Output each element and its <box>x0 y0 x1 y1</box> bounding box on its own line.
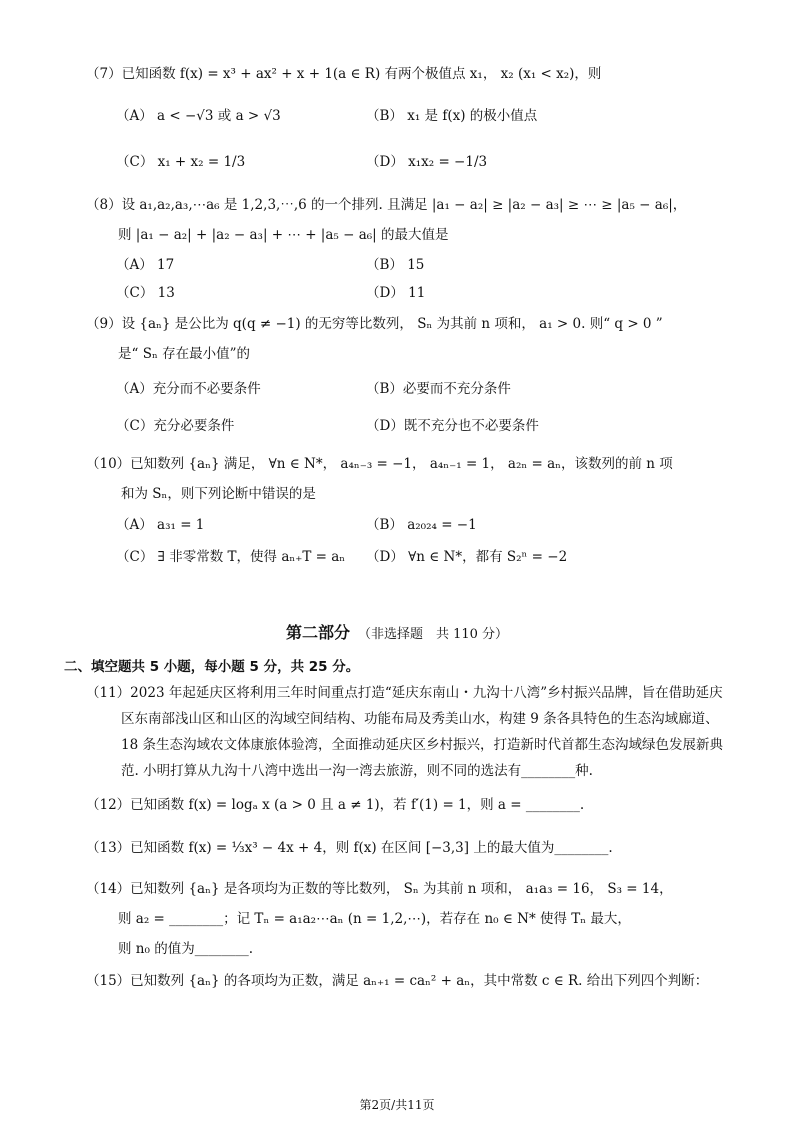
q9-stem: （9）设 {aₙ} 是公比为 q(q ≠ −1) 的无穷等比数列， Sₙ 为其前 n 项和， a₁ > 0. 则“ q > 0 ” <box>86 316 663 332</box>
q12-text: （12）已知函数 f(x) = logₐ x (a > 0 且 a ≠ 1)，若 f′(1) = 1，则 a = ________. <box>86 797 585 813</box>
q8-stem: （8）设 a₁,a₂,a₃,⋯a₆ 是 1,2,3,⋯,6 的一个排列. 且满足 |a₁ − a₂| ≥ |a₂ − a₃| ≥ ⋯ ≥ |a₅ − a₆|， <box>86 197 687 213</box>
page-footer: 第2页/共11页 <box>359 1098 435 1112</box>
q10-option-a: （A） a₃₁ = 1 <box>116 517 205 533</box>
q14-line3: 则 n₀ 的值为________. <box>118 941 253 957</box>
part-two-title: 第二部分 <box>285 623 350 642</box>
q11-text: （11）2023 年起延庆区将利用三年时间重点打造“延庆东南山・九沟十八湾”乡村振兴品牌，旨在借助延庆区东南部浅山区和山区的沟域空间结构、功能布局及秀美山水，构建 9 条各具特色的生态沟域廊道、18 条生态沟域农文体康旅体验湾，全面推动延庆区乡村振兴，打造新时代首都生态沟域绿色发展新典范. 小明打算从九沟十八湾中选出一沟一湾去旅游，则不同的选法有________种. <box>86 685 723 779</box>
q10-option-b: （B） a₂₀₂₄ = −1 <box>366 517 477 533</box>
q8-option-d: （D） 11 <box>366 285 426 301</box>
q7-option-c: （C） x₁ + x₂ = 1/3 <box>116 154 246 170</box>
q7-option-b: （B） x₁ 是 f(x) 的极小值点 <box>366 108 538 124</box>
q9-option-d: （D）既不充分也不必要条件 <box>366 418 539 434</box>
q9-line2: 是“ Sₙ 存在最小值”的 <box>118 346 250 362</box>
q8-option-b: （B） 15 <box>366 257 425 273</box>
q7-stem: （7）已知函数 f(x) = x³ + ax² + x + 1(a ∈ R) 有两个极值点 x₁， x₂ (x₁ < x₂)，则 <box>86 66 602 82</box>
q13-text: （13）已知函数 f(x) = ⅓x³ − 4x + 4，则 f(x) 在区间 [−3,3] 上的最大值为________. <box>86 840 613 856</box>
q9-option-b: （B）必要而不充分条件 <box>366 381 511 397</box>
q14-stem: （14）已知数列 {aₙ} 是各项均为正数的等比数列， Sₙ 为其前 n 项和， a₁a₃ = 16， S₃ = 14， <box>86 881 673 897</box>
section-two-heading: 二、填空题共 5 小题，每小题 5 分，共 25 分。 <box>64 659 360 675</box>
q10-option-c: （C） ∃ 非零常数 T，使得 aₙ₊T = aₙ <box>116 549 346 565</box>
q10-stem: （10）已知数列 {aₙ} 满足， ∀n ∈ N*， a₄ₙ₋₃ = −1， a₄ₙ₋₁ = 1， a₂ₙ = aₙ，该数列的前 n 项 <box>86 456 673 472</box>
q8-option-a: （A） 17 <box>116 257 175 273</box>
q9-option-c: （C）充分必要条件 <box>116 418 235 434</box>
q15-text: （15）已知数列 {aₙ} 的各项均为正数，满足 aₙ₊₁ = caₙ² + aₙ，其中常数 c ∈ R. 给出下列四个判断： <box>86 973 709 989</box>
q8-option-c: （C） 13 <box>116 285 175 301</box>
part-two-heading <box>0 620 794 643</box>
q14-line2: 则 a₂ = ________；记 Tₙ = a₁a₂⋯aₙ (n = 1,2,⋯)，若存在 n₀ ∈ N* 使得 Tₙ 最大， <box>118 911 631 927</box>
q10-option-d: （D） ∀n ∈ N*，都有 S₂ⁿ = −2 <box>366 549 568 565</box>
q8-line2: 则 |a₁ − a₂| + |a₂ − a₃| + ⋯ + |a₅ − a₆| 的最大值是 <box>118 227 449 243</box>
q10-line2: 和为 Sₙ，则下列论断中错误的是 <box>121 486 316 502</box>
part-two-subtitle: （非选择题 共 110 分） <box>357 627 509 642</box>
q7-option-a: （A） a < −√3 或 a > √3 <box>116 108 281 124</box>
q9-option-a: （A）充分而不必要条件 <box>116 381 261 397</box>
q7-option-d: （D） x₁x₂ = −1/3 <box>366 154 488 170</box>
